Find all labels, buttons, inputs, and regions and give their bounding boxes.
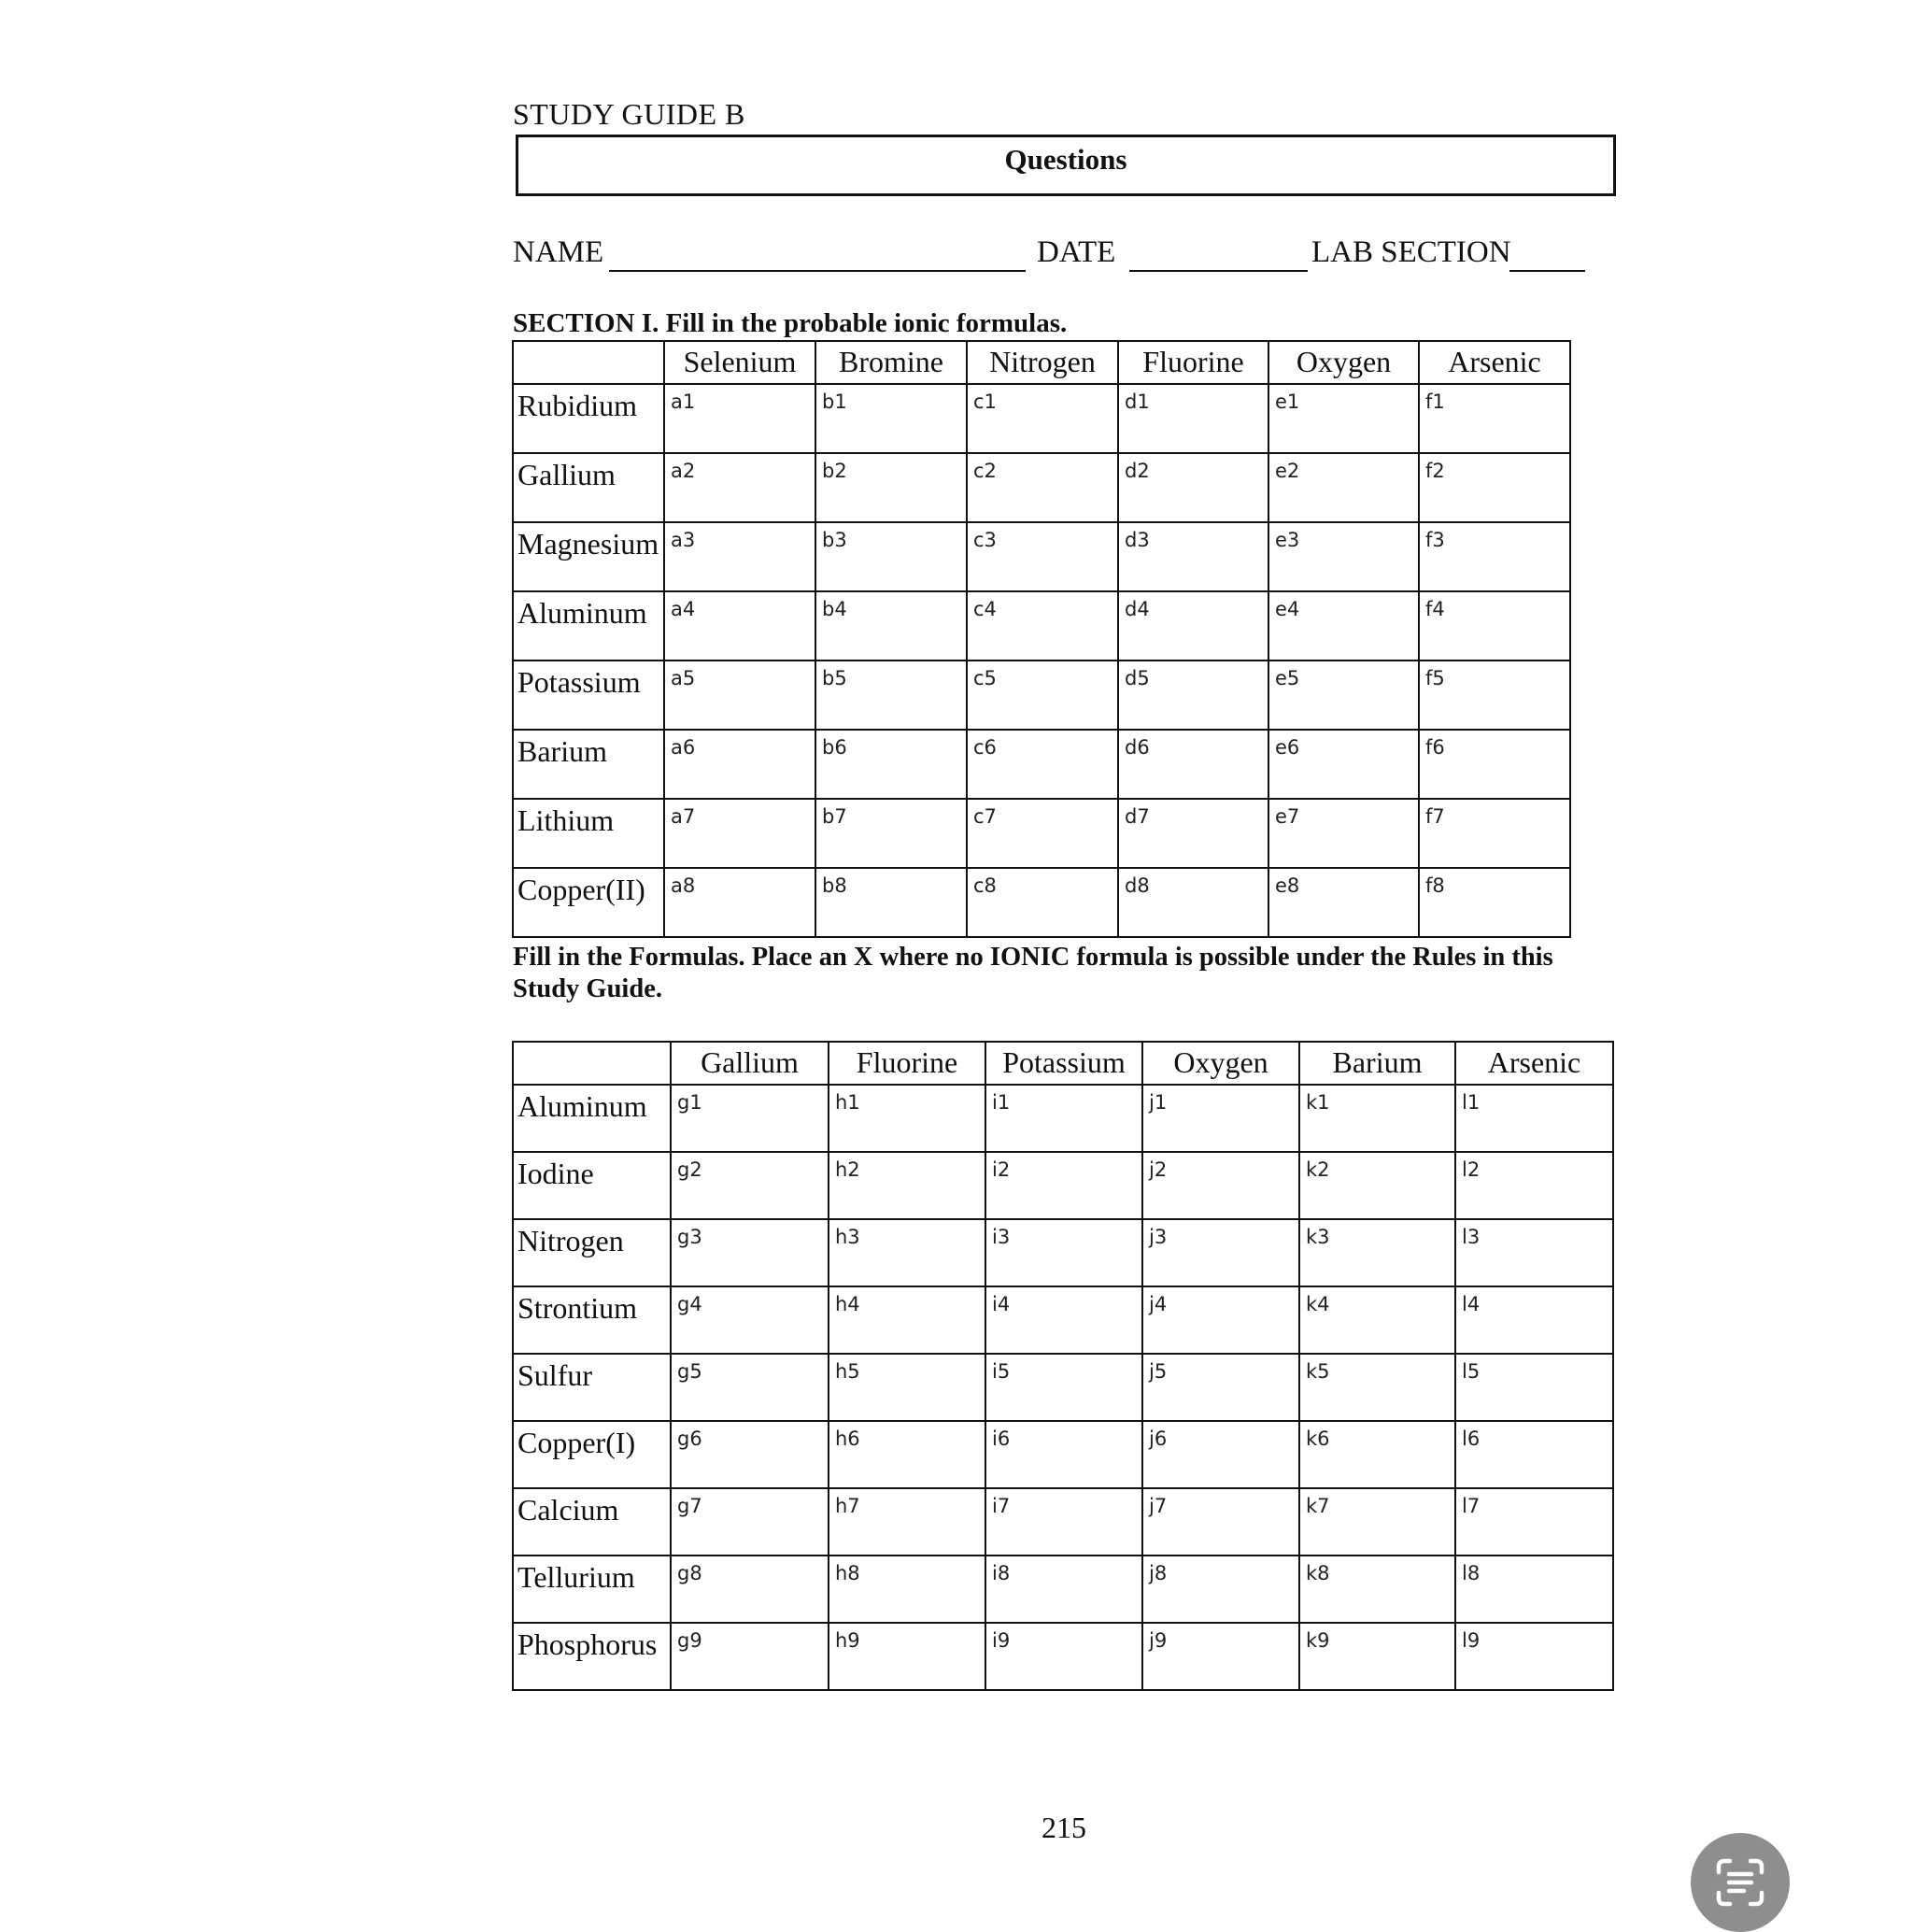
formula-cell[interactable]: a4 (664, 591, 815, 661)
formula-cell[interactable]: h1 (829, 1085, 985, 1152)
row-label: Phosphorus (513, 1623, 671, 1690)
formula-cell[interactable]: a1 (664, 384, 815, 453)
formula-cell[interactable]: h6 (829, 1421, 985, 1488)
formula-cell[interactable]: h2 (829, 1152, 985, 1219)
section-1-title: SECTION I. Fill in the probable ionic formulas. (513, 308, 1068, 338)
formula-cell[interactable]: k4 (1299, 1286, 1455, 1354)
formula-cell[interactable]: i6 (985, 1421, 1142, 1488)
formula-cell[interactable]: e6 (1268, 730, 1419, 799)
formula-cell[interactable]: l1 (1455, 1085, 1613, 1152)
formula-cell[interactable]: i1 (985, 1085, 1142, 1152)
formula-cell[interactable]: f3 (1419, 522, 1570, 591)
formula-cell[interactable]: e1 (1268, 384, 1419, 453)
row-label: Barium (513, 730, 664, 799)
formula-cell[interactable]: b3 (815, 522, 967, 591)
table-row (513, 730, 1570, 799)
table-row (513, 1354, 1613, 1421)
formula-cell[interactable]: h4 (829, 1286, 985, 1354)
table-header-row (513, 341, 1570, 384)
column-header: Bromine (815, 341, 967, 384)
formula-cell[interactable]: e5 (1268, 661, 1419, 730)
formula-cell[interactable]: i9 (985, 1623, 1142, 1690)
name-label: NAME (513, 235, 604, 269)
table-row (513, 522, 1570, 591)
questions-title: Questions (1004, 143, 1127, 176)
column-header: Arsenic (1455, 1042, 1613, 1085)
formula-cell[interactable]: k7 (1299, 1488, 1455, 1556)
formula-cell[interactable]: f1 (1419, 384, 1570, 453)
table-row (513, 384, 1570, 453)
formula-cell[interactable]: g1 (671, 1085, 829, 1152)
formula-cell[interactable]: f6 (1419, 730, 1570, 799)
formula-cell[interactable]: l5 (1455, 1354, 1613, 1421)
formula-cell[interactable]: i4 (985, 1286, 1142, 1354)
formula-cell[interactable]: l3 (1455, 1219, 1613, 1286)
formula-cell[interactable]: h3 (829, 1219, 985, 1286)
formula-cell[interactable]: l4 (1455, 1286, 1613, 1354)
formula-cell[interactable]: l8 (1455, 1556, 1613, 1623)
row-label: Calcium (513, 1488, 671, 1556)
formula-cell[interactable]: g7 (671, 1488, 829, 1556)
ionic-formula-table-1 (512, 340, 1571, 938)
formula-cell[interactable]: b8 (815, 868, 967, 937)
table-row (513, 453, 1570, 522)
formula-cell[interactable]: l2 (1455, 1152, 1613, 1219)
formula-cell[interactable]: b7 (815, 799, 967, 868)
row-label: Gallium (513, 453, 664, 522)
formula-cell[interactable]: j7 (1142, 1488, 1299, 1556)
row-label: Sulfur (513, 1354, 671, 1421)
table-row (513, 1219, 1613, 1286)
formula-cell[interactable]: k2 (1299, 1152, 1455, 1219)
ionic-formula-table-2 (512, 1041, 1614, 1691)
formula-cell[interactable]: f2 (1419, 453, 1570, 522)
column-header: Fluorine (1118, 341, 1268, 384)
formula-cell[interactable]: f4 (1419, 591, 1570, 661)
formula-cell[interactable]: c5 (967, 661, 1118, 730)
table-row (513, 591, 1570, 661)
column-header: Arsenic (1419, 341, 1570, 384)
formula-cell[interactable]: d1 (1118, 384, 1268, 453)
formula-cell[interactable]: a5 (664, 661, 815, 730)
row-label: Nitrogen (513, 1219, 671, 1286)
formula-cell[interactable]: f5 (1419, 661, 1570, 730)
formula-cell[interactable]: k1 (1299, 1085, 1455, 1152)
formula-cell[interactable]: d7 (1118, 799, 1268, 868)
student-info-row (513, 235, 1587, 275)
column-header: Fluorine (829, 1042, 985, 1085)
row-label: Lithium (513, 799, 664, 868)
corner-cell (513, 341, 664, 384)
date-field-line[interactable] (1129, 270, 1308, 272)
text-scan-icon (1715, 1857, 1765, 1908)
row-label: Magnesium (513, 522, 664, 591)
formula-cell[interactable]: f8 (1419, 868, 1570, 937)
table-row (513, 661, 1570, 730)
formula-cell[interactable]: h5 (829, 1354, 985, 1421)
formula-cell[interactable]: k8 (1299, 1556, 1455, 1623)
formula-cell[interactable]: j3 (1142, 1219, 1299, 1286)
row-label: Aluminum (513, 1085, 671, 1152)
formula-cell[interactable]: j5 (1142, 1354, 1299, 1421)
formula-cell[interactable]: a7 (664, 799, 815, 868)
table-row (513, 1421, 1613, 1488)
table-row (513, 1488, 1613, 1556)
table-header-row (513, 1042, 1613, 1085)
formula-cell[interactable]: l6 (1455, 1421, 1613, 1488)
formula-cell[interactable]: c1 (967, 384, 1118, 453)
lab-section-field-line[interactable] (1509, 270, 1585, 272)
formula-cell[interactable]: c8 (967, 868, 1118, 937)
formula-cell[interactable]: k3 (1299, 1219, 1455, 1286)
formula-cell[interactable]: l9 (1455, 1623, 1613, 1690)
formula-cell[interactable]: k6 (1299, 1421, 1455, 1488)
formula-cell[interactable]: b1 (815, 384, 967, 453)
formula-cell[interactable]: f7 (1419, 799, 1570, 868)
formula-cell[interactable]: c7 (967, 799, 1118, 868)
row-label: Potassium (513, 661, 664, 730)
column-header: Potassium (985, 1042, 1142, 1085)
formula-cell[interactable]: d2 (1118, 453, 1268, 522)
formula-cell[interactable]: d5 (1118, 661, 1268, 730)
formula-cell[interactable]: e2 (1268, 453, 1419, 522)
table-row (513, 868, 1570, 937)
name-field-line[interactable] (609, 270, 1026, 272)
formula-cell[interactable]: h9 (829, 1623, 985, 1690)
table-row (513, 1152, 1613, 1219)
formula-cell[interactable]: g5 (671, 1354, 829, 1421)
formula-cell[interactable]: a3 (664, 522, 815, 591)
formula-cell[interactable]: g3 (671, 1219, 829, 1286)
table-row (513, 1286, 1613, 1354)
column-header: Oxygen (1268, 341, 1419, 384)
text-scan-button[interactable] (1691, 1833, 1790, 1932)
formula-cell[interactable]: h8 (829, 1556, 985, 1623)
formula-cell[interactable]: e8 (1268, 868, 1419, 937)
formula-cell[interactable]: j6 (1142, 1421, 1299, 1488)
study-guide-label: STUDY GUIDE B (513, 97, 745, 131)
table-row (513, 1085, 1613, 1152)
formula-cell[interactable]: d3 (1118, 522, 1268, 591)
formula-cell[interactable]: g4 (671, 1286, 829, 1354)
formula-cell[interactable]: i5 (985, 1354, 1142, 1421)
formula-cell[interactable]: c4 (967, 591, 1118, 661)
row-label: Copper(I) (513, 1421, 671, 1488)
formula-cell[interactable]: j8 (1142, 1556, 1299, 1623)
formula-cell[interactable]: b5 (815, 661, 967, 730)
formula-cell[interactable]: e3 (1268, 522, 1419, 591)
column-header: Nitrogen (967, 341, 1118, 384)
column-header: Barium (1299, 1042, 1455, 1085)
formula-cell[interactable]: c6 (967, 730, 1118, 799)
column-header: Selenium (664, 341, 815, 384)
formula-cell[interactable]: k9 (1299, 1623, 1455, 1690)
column-header: Oxygen (1142, 1042, 1299, 1085)
formula-cell[interactable]: g6 (671, 1421, 829, 1488)
formula-cell[interactable]: j2 (1142, 1152, 1299, 1219)
row-label: Copper(II) (513, 868, 664, 937)
formula-cell[interactable]: g9 (671, 1623, 829, 1690)
table-row (513, 1556, 1613, 1623)
formula-cell[interactable]: i7 (985, 1488, 1142, 1556)
page-number: 215 (1042, 1811, 1086, 1844)
column-header: Gallium (671, 1042, 829, 1085)
formula-cell[interactable]: i8 (985, 1556, 1142, 1623)
formula-cell[interactable]: a2 (664, 453, 815, 522)
date-label: DATE (1037, 235, 1116, 269)
section-2-instructions: Fill in the Formulas. Place an X where no IONIC formula is possible under the Rules in this Study Guide. (513, 943, 1553, 1003)
formula-cell[interactable]: j4 (1142, 1286, 1299, 1354)
formula-cell[interactable]: d6 (1118, 730, 1268, 799)
lab-section-label: LAB SECTION (1311, 235, 1511, 269)
row-label: Rubidium (513, 384, 664, 453)
formula-cell[interactable]: c3 (967, 522, 1118, 591)
formula-cell[interactable]: b4 (815, 591, 967, 661)
questions-title-box (516, 135, 1616, 196)
formula-cell[interactable]: k5 (1299, 1354, 1455, 1421)
formula-cell[interactable]: i3 (985, 1219, 1142, 1286)
formula-cell[interactable]: c2 (967, 453, 1118, 522)
formula-cell[interactable]: e4 (1268, 591, 1419, 661)
formula-cell[interactable]: l7 (1455, 1488, 1613, 1556)
row-label: Aluminum (513, 591, 664, 661)
formula-cell[interactable]: b6 (815, 730, 967, 799)
formula-cell[interactable]: i2 (985, 1152, 1142, 1219)
row-label: Strontium (513, 1286, 671, 1354)
row-label: Tellurium (513, 1556, 671, 1623)
table-row (513, 1623, 1613, 1690)
row-label: Iodine (513, 1152, 671, 1219)
formula-cell[interactable]: d8 (1118, 868, 1268, 937)
formula-cell[interactable]: a6 (664, 730, 815, 799)
formula-cell[interactable]: a8 (664, 868, 815, 937)
table-row (513, 799, 1570, 868)
formula-cell[interactable]: b2 (815, 453, 967, 522)
corner-cell (513, 1042, 671, 1085)
formula-cell[interactable]: j9 (1142, 1623, 1299, 1690)
formula-cell[interactable]: j1 (1142, 1085, 1299, 1152)
formula-cell[interactable]: d4 (1118, 591, 1268, 661)
formula-cell[interactable]: e7 (1268, 799, 1419, 868)
formula-cell[interactable]: g2 (671, 1152, 829, 1219)
formula-cell[interactable]: h7 (829, 1488, 985, 1556)
formula-cell[interactable]: g8 (671, 1556, 829, 1623)
